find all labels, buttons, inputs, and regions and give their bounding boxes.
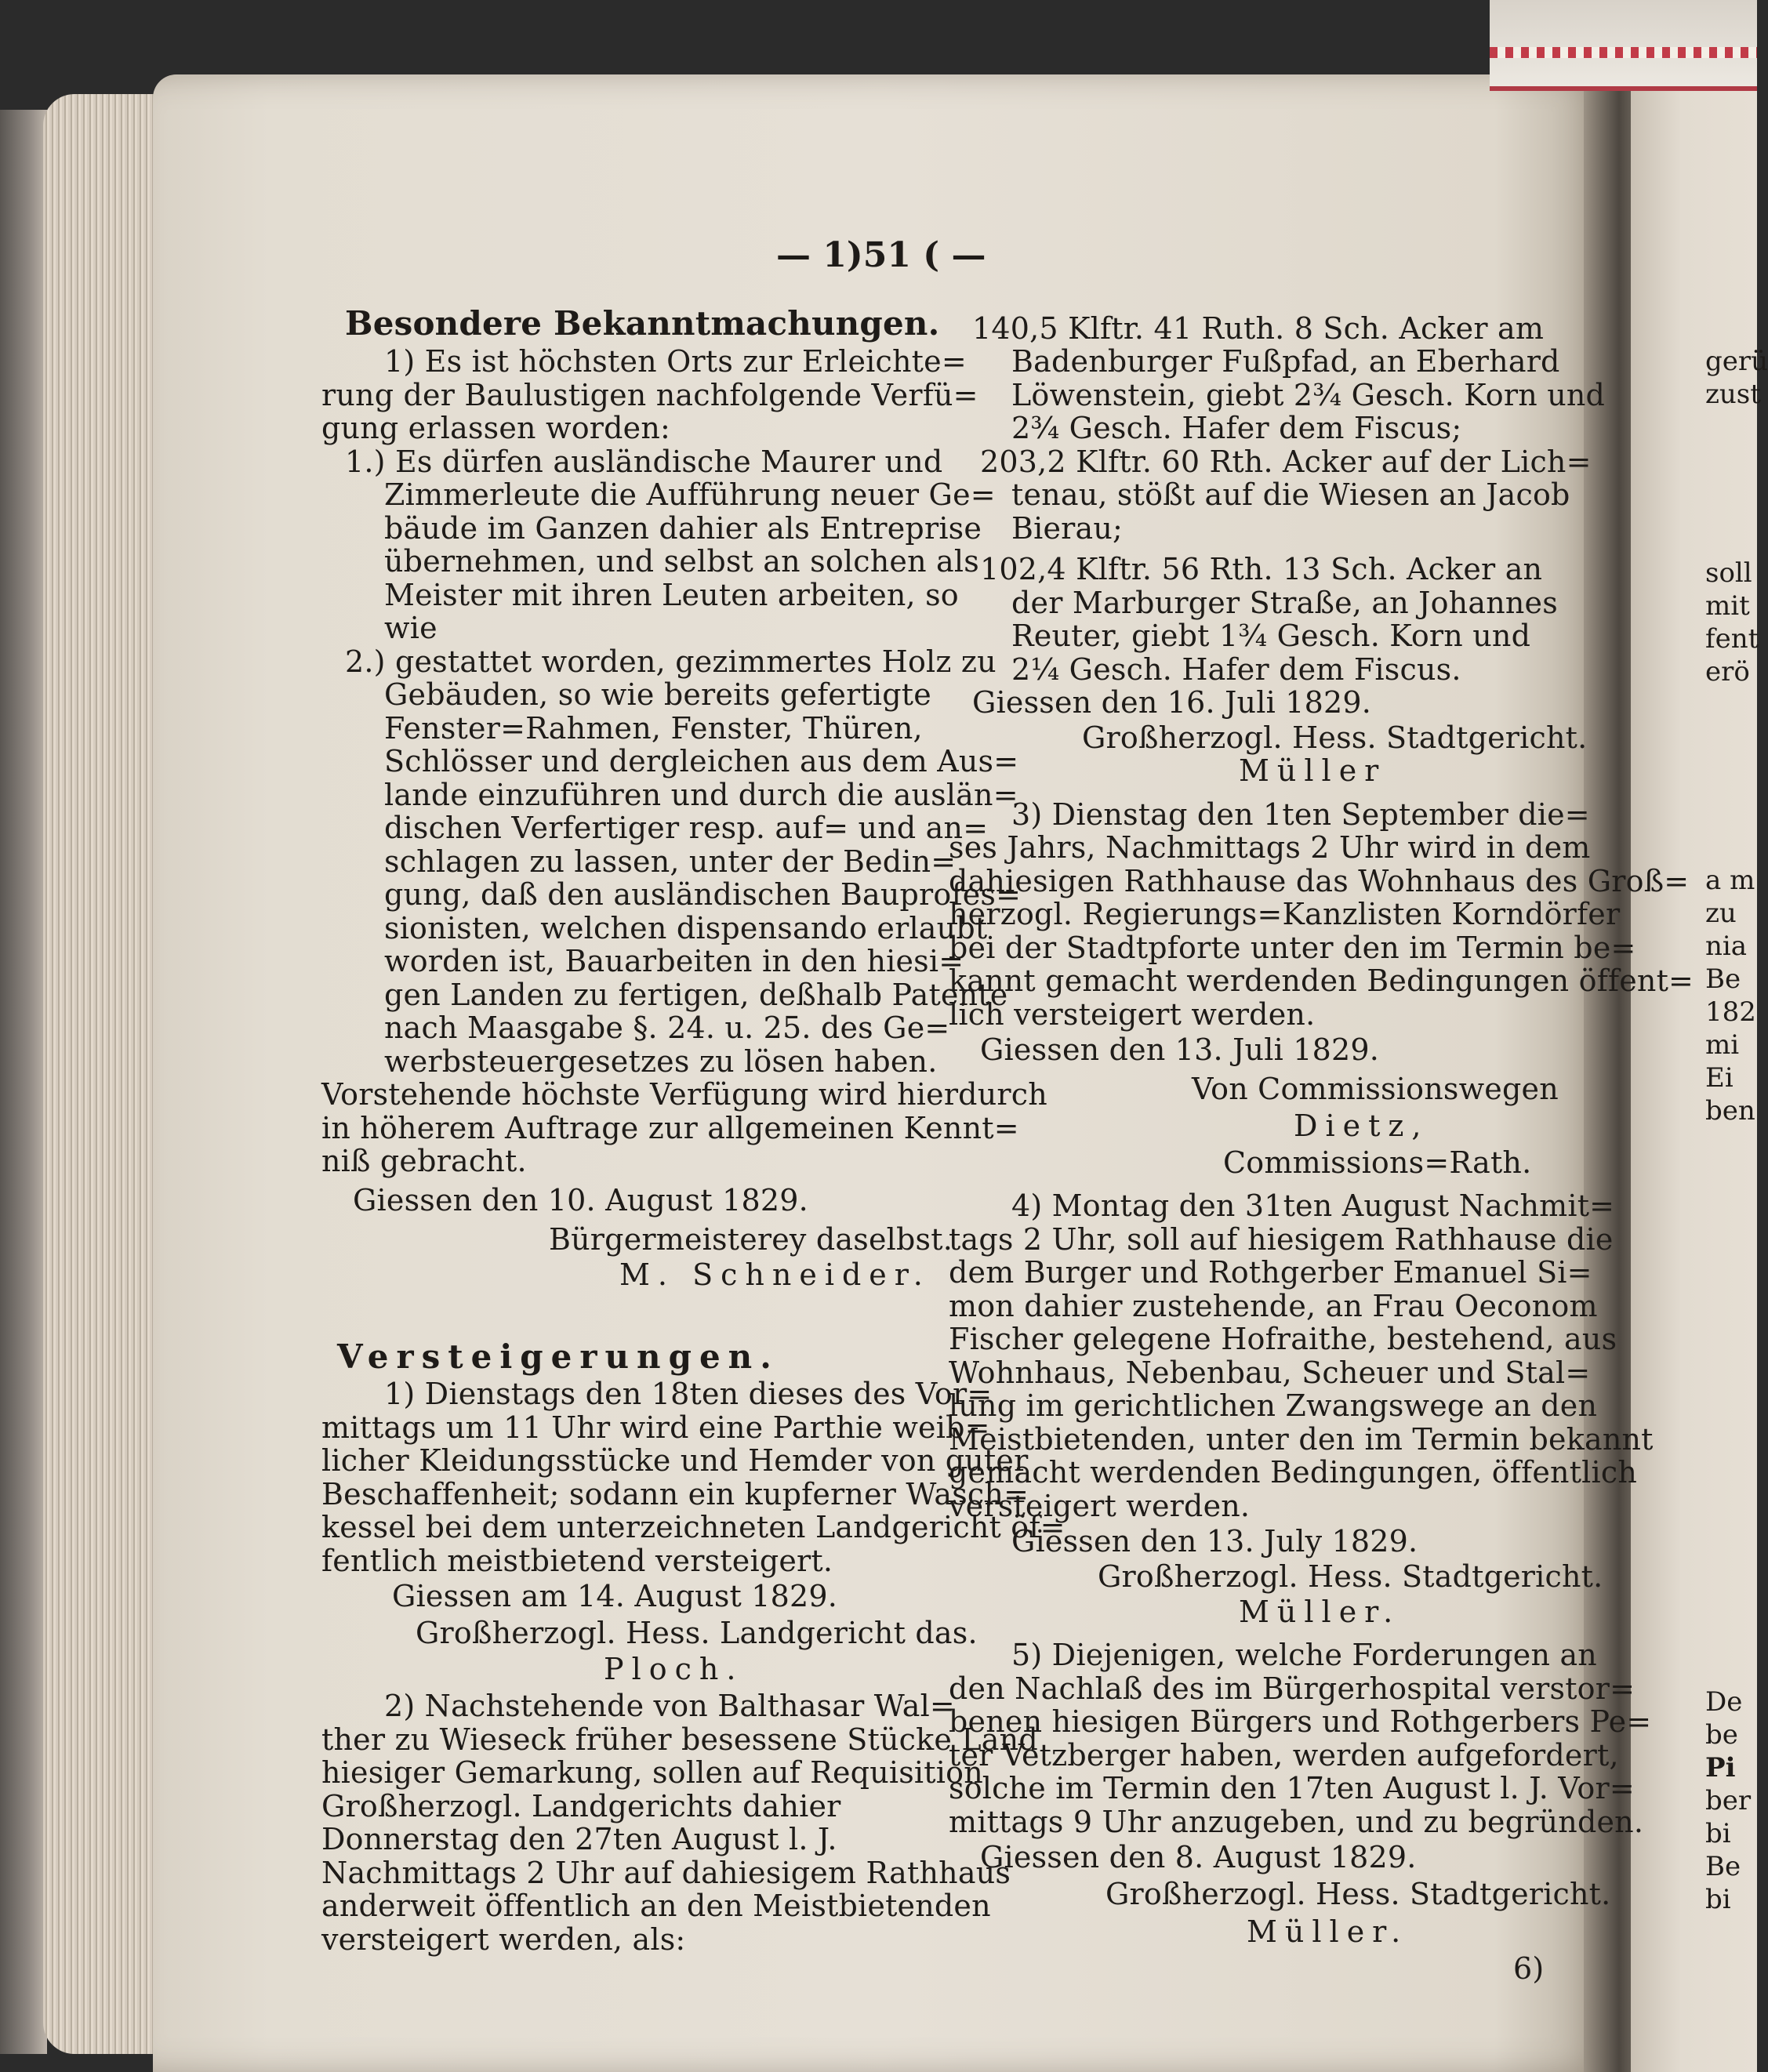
text-line: Schlösser und dergleichen aus dem Aus= bbox=[384, 744, 1019, 778]
date-line: Giessen am 14. August 1829. bbox=[392, 1579, 838, 1613]
text-line: ter Vetzberger haben, werden aufgefordert, bbox=[949, 1738, 1619, 1773]
date-line: Giessen den 16. Juli 1829. bbox=[972, 685, 1371, 720]
text-line: kannt gemacht werdenden Bedingungen öffent= bbox=[949, 963, 1694, 998]
signature-name: Müller. bbox=[1239, 1595, 1401, 1629]
signature-name: Müller. bbox=[1247, 1914, 1409, 1949]
text-line: schlagen zu lassen, unter der Bedin= bbox=[384, 844, 957, 879]
fragment: a m bbox=[1705, 865, 1755, 896]
text-line: 1) Dienstags den 18ten dieses des Vor= bbox=[384, 1377, 993, 1411]
page-stack-edge bbox=[43, 94, 161, 2054]
text-line: Zimmerleute die Aufführung neuer Ge= bbox=[384, 477, 996, 512]
fragment: Ei bbox=[1705, 1062, 1734, 1094]
text-line: gung erlassen worden: bbox=[321, 411, 671, 445]
text-line: Gebäuden, so wie bereits gefertigte bbox=[384, 677, 931, 712]
signature-office: Von Commissionswegen bbox=[1192, 1072, 1559, 1106]
text-line: mon dahier zustehende, an Frau Oeconom bbox=[949, 1289, 1598, 1323]
date-line: Giessen den 13. Juli 1829. bbox=[980, 1032, 1379, 1067]
text-line: 5) Diejenigen, welche Forderungen an bbox=[1011, 1638, 1597, 1672]
fragment: De bbox=[1705, 1686, 1743, 1718]
text-line: Donnerstag den 27ten August l. J. bbox=[321, 1822, 837, 1856]
text-line: Meistbietenden, unter den im Termin bekannt bbox=[949, 1422, 1654, 1457]
text-line: 2¼ Gesch. Hafer dem Fiscus. bbox=[1011, 652, 1461, 687]
text-line: Fenster=Rahmen, Fenster, Thüren, bbox=[384, 711, 923, 746]
fragment: Be bbox=[1705, 1851, 1741, 1882]
signature-name: M. Schneider. bbox=[619, 1257, 931, 1292]
fragment: soll bbox=[1705, 557, 1752, 589]
text-line: Badenburger Fußpfad, an Eberhard bbox=[1011, 344, 1560, 379]
signature-title: Commissions=Rath. bbox=[1223, 1145, 1532, 1180]
text-line: 140,5 Klftr. 41 Ruth. 8 Sch. Acker am bbox=[972, 311, 1545, 346]
text-line: solche im Termin den 17ten August l. J. Vor= bbox=[949, 1771, 1635, 1805]
fragment: zu bbox=[1705, 898, 1737, 929]
fragment: fent bbox=[1705, 623, 1759, 655]
text-line: übernehmen, und selbst an solchen als bbox=[384, 544, 979, 579]
text-line: Wohnhaus, Nebenbau, Scheuer und Stal= bbox=[949, 1355, 1591, 1390]
text-line: gemacht werdenden Bedingungen, öffentlich bbox=[949, 1455, 1638, 1490]
text-line: werbsteuergesetzes zu lösen haben. bbox=[384, 1044, 938, 1079]
text-line: 2) Nachstehende von Balthasar Wal= bbox=[384, 1689, 955, 1723]
fragment: erö bbox=[1705, 656, 1750, 688]
text-line: Nachmittags 2 Uhr auf dahiesigem Rathhaus bbox=[321, 1856, 1011, 1890]
signature-name: Müller bbox=[1239, 753, 1387, 788]
fragment: 182 bbox=[1705, 996, 1756, 1028]
fragment: ben bbox=[1705, 1095, 1755, 1127]
text-line: Meister mit ihren Leuten arbeiten, so bbox=[384, 578, 959, 612]
fragment: Be bbox=[1705, 963, 1741, 995]
text-line: benen hiesigen Bürgers und Rothgerbers Pe= bbox=[949, 1704, 1652, 1739]
text-line: ther zu Wieseck früher besessene Stücke Land bbox=[321, 1722, 1038, 1757]
text-line: 4) Montag den 31ten August Nachmit= bbox=[1011, 1188, 1615, 1223]
fragment: nia bbox=[1705, 931, 1748, 962]
text-line: 1) Es ist höchsten Orts zur Erleichte= bbox=[384, 344, 967, 379]
text-line: ses Jahrs, Nachmittags 2 Uhr wird in dem bbox=[949, 830, 1591, 865]
text-line: Beschaffenheit; sodann ein kupferner Wasch= bbox=[321, 1477, 1029, 1511]
catchword: 6) bbox=[1513, 1951, 1545, 1986]
signature-office: Großherzogl. Hess. Stadtgericht. bbox=[1082, 720, 1588, 755]
text-line: 2¾ Gesch. Hafer dem Fiscus; bbox=[1011, 411, 1462, 445]
text-line: 2.) gestattet worden, gezimmertes Holz zu bbox=[345, 644, 997, 679]
text-line: bäude im Ganzen dahier als Entreprise bbox=[384, 511, 982, 546]
page-number-header: — 1)51 ( — bbox=[776, 235, 986, 275]
fragment: zust bbox=[1705, 379, 1761, 410]
text-line: mittags um 11 Uhr wird eine Parthie weib= bbox=[321, 1410, 990, 1445]
bookmark-ribbon bbox=[1490, 0, 1757, 91]
date-line: Giessen den 10. August 1829. bbox=[353, 1183, 808, 1217]
text-line: gung, daß den ausländischen Bauprofes= bbox=[384, 877, 1022, 912]
text-line: 203,2 Klftr. 60 Rth. Acker auf der Lich= bbox=[980, 445, 1592, 479]
fragment: ber bbox=[1705, 1785, 1752, 1816]
text-line: dischen Verfertiger resp. auf= und an= bbox=[384, 811, 989, 845]
fragment: gerü bbox=[1705, 346, 1768, 377]
text-line: lung im gerichtlichen Zwangswege an den bbox=[949, 1388, 1598, 1423]
text-line: versteigert werden, als: bbox=[321, 1922, 686, 1957]
text-line: anderweit öffentlich an den Meistbietenden bbox=[321, 1889, 991, 1923]
text-line: Reuter, giebt 1¾ Gesch. Korn und bbox=[1011, 619, 1531, 653]
section-title-announcements: Besondere Bekanntmachungen. bbox=[345, 304, 940, 343]
text-line: herzogl. Regierungs=Kanzlisten Korndörfer bbox=[949, 897, 1621, 931]
text-line: lande einzuführen und durch die auslän= bbox=[384, 778, 1018, 812]
text-line: Vorstehende höchste Verfügung wird hierdurch bbox=[321, 1077, 1047, 1112]
text-line: tenau, stößt auf die Wiesen an Jacob bbox=[1011, 477, 1570, 512]
signature-office: Großherzogl. Hess. Stadtgericht. bbox=[1098, 1559, 1603, 1594]
signature-office: Bürgermeisterey daselbst. bbox=[549, 1222, 953, 1257]
text-line: mittags 9 Uhr anzugeben, und zu begründen. bbox=[949, 1805, 1644, 1839]
text-line: nach Maasgabe §. 24. u. 25. des Ge= bbox=[384, 1011, 950, 1045]
text-line: rung der Baulustigen nachfolgende Verfü= bbox=[321, 378, 978, 412]
fragment: bi bbox=[1705, 1818, 1731, 1849]
text-line: wie bbox=[384, 611, 437, 645]
text-line: Bierau; bbox=[1011, 511, 1124, 546]
text-line: in höherem Auftrage zur allgemeinen Kennt= bbox=[321, 1111, 1019, 1145]
text-line: 1.) Es dürfen ausländische Maurer und bbox=[345, 445, 943, 479]
date-line: Giessen den 13. July 1829. bbox=[1011, 1524, 1418, 1559]
fragment: bi bbox=[1705, 1884, 1731, 1915]
text-line: fentlich meistbietend versteigert. bbox=[321, 1544, 833, 1578]
text-line: kessel bei dem unterzeichneten Landgericht öf= bbox=[321, 1510, 1066, 1544]
book-cover-edge bbox=[0, 110, 47, 2054]
text-line: dahiesigen Rathhause das Wohnhaus des Groß= bbox=[949, 864, 1690, 898]
text-line: tags 2 Uhr, soll auf hiesigem Rathhause die bbox=[949, 1222, 1614, 1257]
text-line: Großherzogl. Landgerichts dahier bbox=[321, 1789, 841, 1823]
text-line: versteigert werden. bbox=[949, 1489, 1251, 1523]
signature-name: Dietz, bbox=[1294, 1109, 1429, 1143]
text-line: sionisten, welchen dispensando erlaubt bbox=[384, 911, 988, 945]
section-title-auctions: Versteigerungen. bbox=[337, 1337, 779, 1376]
fragment: Pi bbox=[1705, 1752, 1736, 1784]
text-line: der Marburger Straße, an Johannes bbox=[1011, 586, 1558, 620]
text-line: worden ist, Bauarbeiten in den hiesi= bbox=[384, 944, 964, 978]
text-line: Löwenstein, giebt 2¾ Gesch. Korn und bbox=[1011, 378, 1606, 412]
text-line: bei der Stadtpforte unter den im Termin be= bbox=[949, 931, 1636, 965]
fragment: mit bbox=[1705, 590, 1750, 622]
text-line: 3) Dienstag den 1ten September die= bbox=[1011, 797, 1590, 832]
text-line: Fischer gelegene Hofraithe, bestehend, aus bbox=[949, 1322, 1617, 1356]
text-line: 102,4 Klftr. 56 Rth. 13 Sch. Acker an bbox=[980, 552, 1543, 586]
date-line: Giessen den 8. August 1829. bbox=[980, 1840, 1417, 1874]
text-line: gen Landen zu fertigen, deßhalb Patente bbox=[384, 978, 1008, 1012]
signature-name: Ploch. bbox=[604, 1652, 744, 1686]
text-line: dem Burger und Rothgerber Emanuel Si= bbox=[949, 1255, 1592, 1290]
text-line: den Nachlaß des im Bürgerhospital verstor= bbox=[949, 1671, 1635, 1706]
fragment: be bbox=[1705, 1719, 1738, 1751]
text-line: licher Kleidungsstücke und Hemder von guter bbox=[321, 1443, 1029, 1478]
fragment: mi bbox=[1705, 1029, 1740, 1061]
signature-office: Großherzogl. Hess. Landgericht das. bbox=[416, 1616, 978, 1650]
text-line: hiesiger Gemarkung, sollen auf Requisition bbox=[321, 1755, 983, 1790]
text-line: lich versteigert werden. bbox=[949, 997, 1316, 1032]
text-line: niß gebracht. bbox=[321, 1144, 527, 1178]
signature-office: Großherzogl. Hess. Stadtgericht. bbox=[1105, 1877, 1611, 1911]
